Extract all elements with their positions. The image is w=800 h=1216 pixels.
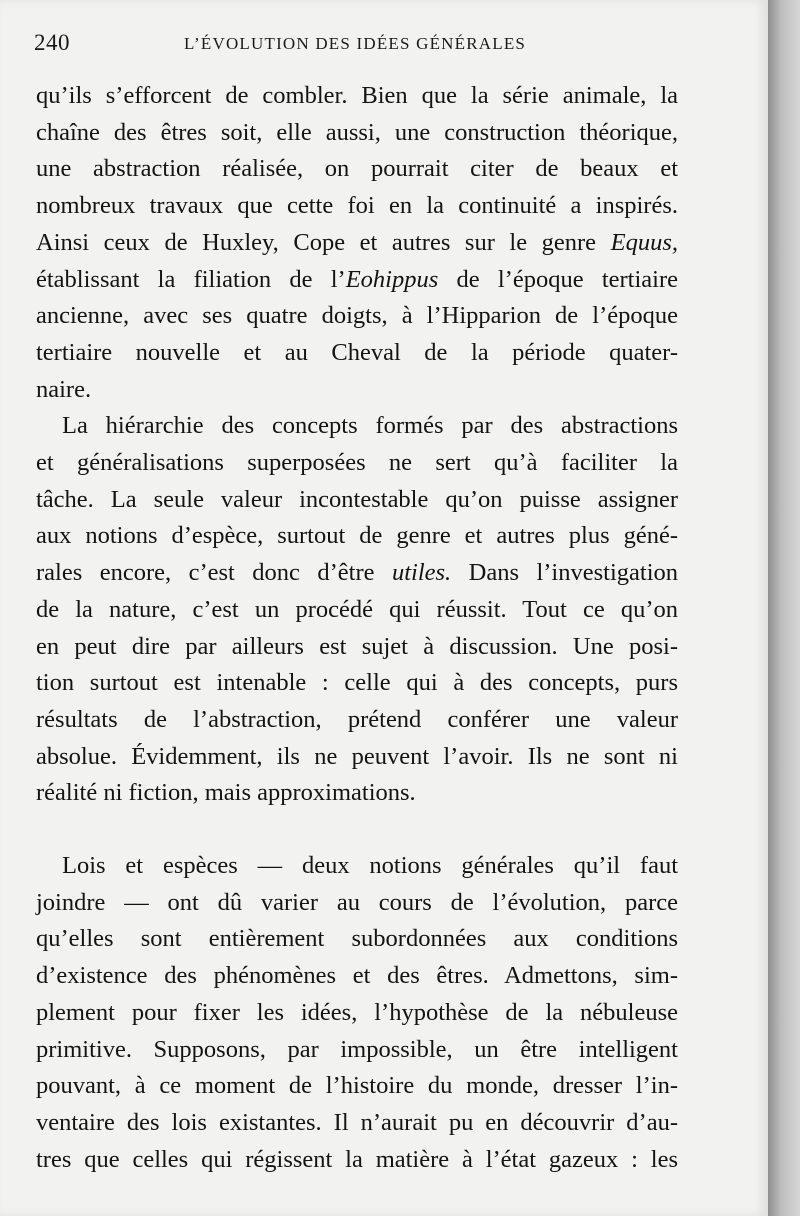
text-run: Ainsi ceux de Huxley, Cope et autres sur le genre: [36, 228, 611, 256]
text-line: tâche. La seule valeur incontestable qu’on puisse assigner: [36, 485, 678, 513]
paragraph-3: [36, 848, 678, 1178]
text-run: de l’époque tertiaire: [438, 265, 678, 293]
text-line: ventaire des lois existantes. Il n’aurait pu en découvrir d’au-: [36, 1108, 678, 1136]
text-line: en peut dire par ailleurs est sujet à discussion. Une posi-: [36, 632, 678, 660]
text-run: établissant la filiation de l’: [36, 265, 346, 293]
text-run: Dans l’investigation: [451, 559, 678, 587]
text-line: réalité ni fiction, mais approximations.: [36, 779, 416, 807]
text-run: rales encore, c’est donc d’être: [36, 559, 392, 587]
text-line: d’existence des phénomènes et des êtres. Admettons, sim-: [36, 962, 678, 990]
page-header: [34, 30, 684, 62]
text-line: tertiaire nouvelle et au Cheval de la période quater-: [36, 338, 678, 366]
text-line: La hiérarchie des concepts formés par des abstractions: [62, 412, 678, 440]
text-line: résultats de l’abstraction, prétend conférer une valeur: [36, 705, 678, 733]
text-line: [36, 555, 678, 592]
italic-term-eohippus: Eohippus: [345, 265, 439, 293]
text-line: de la nature, c’est un procédé qui réussit. Tout ce qu’on: [36, 595, 678, 623]
paragraph-1: [36, 78, 678, 408]
text-line: une abstraction réalisée, on pourrait citer de beaux et: [36, 155, 678, 183]
text-line: chaîne des êtres soit, elle aussi, une construction théorique,: [36, 118, 678, 146]
text-line: Lois et espèces — deux notions générales qu’il faut: [62, 852, 678, 880]
text-line: [36, 262, 678, 299]
text-line: absolue. Évidemment, ils ne peuvent l’avoir. Ils ne sont ni: [36, 742, 678, 770]
text-line: [36, 225, 678, 262]
paragraph-2: [36, 408, 678, 812]
text-line: aux notions d’espèce, surtout de genre et autres plus géné-: [36, 522, 678, 550]
text-line: primitive. Supposons, par impossible, un être intelligent: [36, 1035, 678, 1063]
text-line: tres que celles qui régissent la matière à l’état gazeux : les: [36, 1145, 678, 1173]
text-line: pouvant, à ce moment de l’histoire du monde, dresser l’in-: [36, 1072, 678, 1100]
italic-term-utiles: utiles.: [391, 559, 452, 587]
text-line: et généralisations superposées ne sert qu’à faciliter la: [36, 449, 678, 477]
text-line: tion surtout est intenable : celle qui à des concepts, purs: [36, 669, 678, 697]
page-number: 240: [34, 30, 70, 55]
italic-term-equus: Equus,: [610, 228, 678, 256]
running-head: L’ÉVOLUTION DES IDÉES GÉNÉRALES: [184, 34, 527, 53]
text-line: ancienne, avec ses quatre doigts, à l’Hipparion de l’époque: [36, 302, 678, 330]
text-line: qu’ils s’efforcent de combler. Bien que la série animale, la: [36, 82, 678, 109]
text-line: qu’elles sont entièrement subordonnées aux conditions: [36, 925, 678, 953]
body-text: [36, 78, 678, 1178]
text-line: plement pour fixer les idées, l’hypothèse de la nébuleuse: [36, 998, 678, 1026]
text-line: nombreux travaux que cette foi en la continuité a inspirés.: [36, 192, 678, 220]
text-line: joindre — ont dû varier au cours de l’évolution, parce: [36, 888, 678, 916]
page-edge-shadow: [768, 0, 800, 1216]
section-break: [36, 812, 678, 848]
text-line: naire.: [36, 375, 92, 403]
